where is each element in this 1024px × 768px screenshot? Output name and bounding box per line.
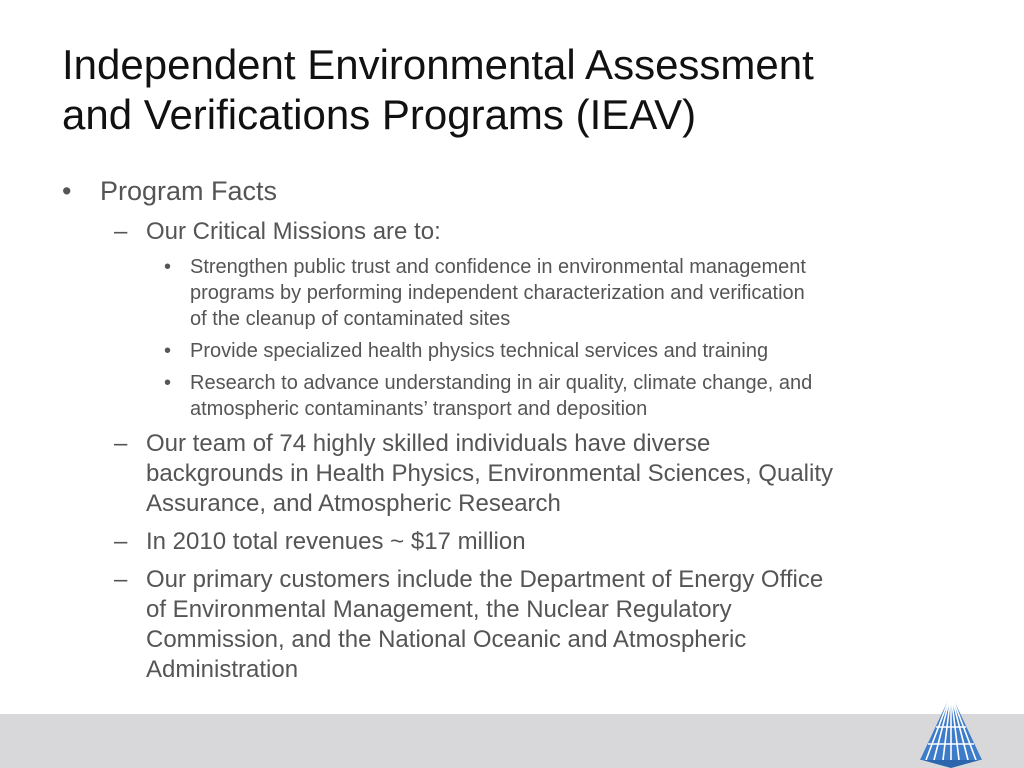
blue-pyramid-logo-icon [916, 690, 986, 768]
bullet-dash: – [114, 528, 128, 555]
mission-line: Provide specialized health physics technical services and training [190, 340, 769, 362]
revenue-line: In 2010 total revenues ~ $17 million [146, 528, 526, 555]
mission-line: Research to advance understanding in air quality, climate change, and [190, 372, 813, 394]
customers-line: Our primary customers include the Department of Energy Office [146, 566, 824, 593]
team-line: backgrounds in Health Physics, Environmental Sciences, Quality [146, 460, 833, 487]
mission-line: of the cleanup of contaminated sites [190, 308, 511, 330]
customers-line: of Environmental Management, the Nuclear Regulatory [146, 596, 732, 623]
team-line: Our team of 74 highly skilled individuals have diverse [146, 430, 711, 457]
bullet-dash: – [114, 430, 128, 457]
customers-line: Commission, and the National Oceanic and Atmospheric [146, 626, 747, 653]
mission-line: Strengthen public trust and confidence in environmental management [190, 256, 806, 278]
mission-line: atmospheric contaminants’ transport and deposition [190, 398, 648, 420]
bullet-dot: • [164, 372, 172, 394]
footer-band [0, 714, 1024, 768]
program-facts-label: Program Facts [100, 176, 278, 206]
team-line: Assurance, and Atmospheric Research [146, 490, 561, 517]
mission-line: programs by performing independent characterization and verification [190, 282, 805, 304]
slide-title [62, 40, 962, 140]
bullet-dot: • [164, 256, 172, 278]
title-line-2: and Verifications Programs (IEAV) [62, 91, 697, 138]
bullet-dot: • [164, 340, 172, 362]
customers-line: Administration [146, 656, 299, 683]
bullet-dash: – [114, 566, 128, 593]
critical-missions-label: Our Critical Missions are to: [146, 218, 441, 245]
title-line-1: Independent Environmental Assessment [62, 41, 814, 88]
bullet-dash: – [114, 218, 128, 245]
bullet-dot: • [62, 176, 72, 206]
